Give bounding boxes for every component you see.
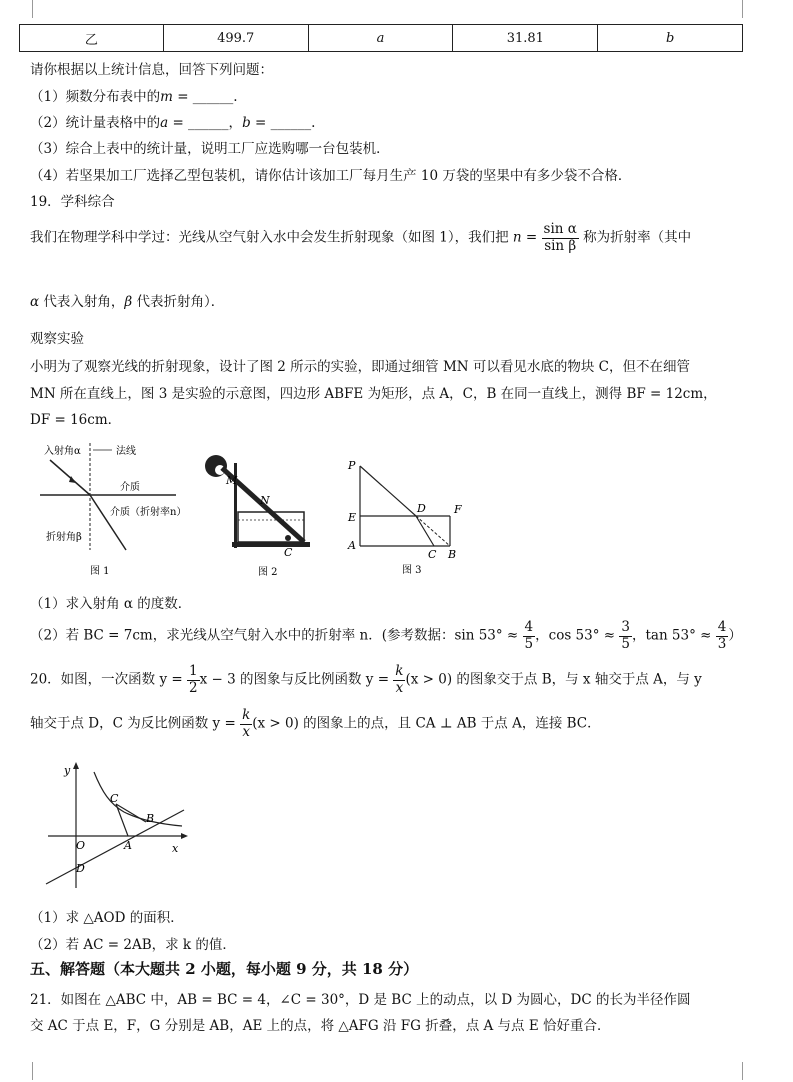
figure-3-caption: 图 3 <box>402 565 422 576</box>
corner-mark-top-right <box>742 0 761 18</box>
q19-line2-text: 代表入射角， <box>39 294 125 310</box>
k-over-x-fraction <box>240 708 252 740</box>
var-n: n <box>512 229 522 246</box>
q20-line2 <box>30 708 601 740</box>
line-pd <box>360 466 416 516</box>
q18-part2-blank-b: = ______. <box>250 115 316 131</box>
incident-ray <box>50 460 90 495</box>
table-row <box>20 25 743 52</box>
q19-line2-end: 代表折射角）． <box>132 294 225 310</box>
fraction-numerator: sin α <box>543 221 577 237</box>
var-beta: β <box>124 294 133 310</box>
q20-line1-text: 20．如图，一次函数 y = <box>30 671 187 688</box>
block-c <box>285 535 291 541</box>
label-c: C <box>428 548 437 561</box>
cos-denominator: 5 <box>621 635 630 652</box>
label-m: M <box>226 474 238 487</box>
figure-1-refraction <box>38 440 188 580</box>
q18-part4: （4）若坚果加工厂选择乙型包装机，请你估计该加工厂每月生产 10 万袋的坚果中有多少袋不合格． <box>30 168 632 184</box>
q19-line1-end: 称为折射率（其中 <box>578 229 692 246</box>
label-b: B <box>448 548 457 561</box>
label-e: E <box>348 511 357 524</box>
table-cell: 乙 <box>20 25 164 52</box>
sin-fraction <box>523 620 536 652</box>
x-denominator: x <box>395 679 404 696</box>
water-tank <box>238 512 304 542</box>
sin-numerator: 4 <box>524 619 534 635</box>
label-d: D <box>76 862 85 875</box>
var-b: b <box>242 115 251 131</box>
label-c: C <box>110 792 119 805</box>
table-cell: 499.7 <box>163 25 308 52</box>
label-x: x <box>172 842 179 855</box>
half-denominator: 2 <box>189 679 198 696</box>
label-c: C <box>284 546 293 559</box>
k-numerator: k <box>395 663 404 679</box>
x-axis-arrow <box>181 833 188 839</box>
q20-function-graph <box>44 760 194 890</box>
medium-label: 介质 <box>120 482 140 493</box>
close-paren: ） <box>728 627 742 644</box>
var-a: a <box>160 115 169 131</box>
tan-numerator: 4 <box>717 619 727 635</box>
q20-sub1: （1）求 △AOD 的面积． <box>30 910 184 926</box>
refraction-fraction <box>542 222 579 254</box>
label-a: A <box>348 539 356 552</box>
linear-function-line <box>46 810 184 884</box>
equals: = <box>521 229 542 246</box>
q19-line1 <box>30 222 691 254</box>
statistics-table <box>19 24 743 52</box>
refraction-angle-label: 折射角β <box>46 532 82 543</box>
var-m: m <box>160 89 173 105</box>
q20-line1-end: (x > 0) 的图象交于点 B，与 x 轴交于点 A，与 y <box>405 671 702 688</box>
label-p: P <box>348 459 356 472</box>
y-axis-arrow <box>73 762 79 769</box>
k-over-x-fraction <box>393 664 405 696</box>
line-db <box>416 516 450 546</box>
q21-line1: 21．如图在 △ABC 中，AB = BC = 4，∠C = 30°，D 是 BC 上的动点，以 D 为圆心，DC 的长为半径作圆 <box>30 992 691 1008</box>
q19-observation-heading: 观察实验 <box>30 331 84 347</box>
q18-part1-blank: = ______. <box>172 89 238 105</box>
segment-cb <box>116 804 146 822</box>
q19-heading: 19．学科综合 <box>30 194 115 210</box>
q18-part3: （3）综合上表中的统计量，说明工厂应选购哪一台包装机． <box>30 141 390 157</box>
table-cell: b <box>598 25 743 52</box>
tan-fraction <box>716 620 729 652</box>
normal-label: 法线 <box>116 446 136 457</box>
cos-fraction <box>619 620 632 652</box>
label-b: B <box>146 812 155 825</box>
figure-3-schematic <box>340 446 470 580</box>
tan-denominator: 3 <box>717 635 727 652</box>
label-o: O <box>76 839 86 852</box>
q18-intro: 请你根据以上统计信息，回答下列问题： <box>30 62 273 78</box>
q18-part2-blank-a: = ______， <box>168 115 243 131</box>
q19-paragraph-line1: 小明为了观察光线的折射现象，设计了图 2 所示的实验，即通过细管 MN 可以看见水底的物块 C，但不在细管 <box>30 359 691 375</box>
medium2-label: 介质（折射率n） <box>110 507 187 518</box>
section-5-heading: 五、解答题（本大题共 2 小题，每小题 9 分，共 18 分） <box>30 960 419 978</box>
label-a: A <box>124 839 132 852</box>
cos-numerator: 3 <box>621 619 630 635</box>
label-n: N <box>260 494 270 507</box>
observer-head-icon <box>205 455 227 477</box>
q21-line2: 交 AC 于点 E，F，G 分别是 AB，AE 上的点，将 △AFG 沿 FG 折叠，点 A 与点 E 恰好重合． <box>30 1018 611 1034</box>
q20-sub2: （2）若 AC = 2AB，求 k 的值． <box>30 937 236 953</box>
tan-text: ，tan 53° ≈ <box>631 627 716 644</box>
half-fraction <box>187 664 200 696</box>
fraction-denominator: sin β <box>544 237 577 254</box>
q18-part2-text: （2）统计量表格中的 <box>30 115 161 131</box>
q19-sub2-text: （2）若 BC = 7cm，求光线从空气射入水中的折射率 n．(参考数据：sin 53° ≈ <box>30 627 523 644</box>
q19-sub1: （1）求入射角 α 的度数． <box>30 596 192 612</box>
cos-text: ，cos 53° ≈ <box>535 627 620 644</box>
q20-line2-end: (x > 0) 的图象上的点，且 CA ⊥ AB 于点 A，连接 BC． <box>252 715 601 732</box>
figure-2-experiment <box>196 448 316 580</box>
q20-line2-text: 轴交于点 D，C 为反比例函数 y = <box>30 715 241 732</box>
corner-mark-bottom-left <box>14 1062 33 1080</box>
x-denominator: x <box>242 723 250 740</box>
line-dc <box>416 516 434 546</box>
q18-part1 <box>30 85 238 105</box>
q18-part1-text: （1）频数分布表中的 <box>30 89 161 105</box>
label-d: D <box>417 502 426 515</box>
q20-line1-middle: x − 3 的图象与反比例函数 y = <box>199 671 394 688</box>
q19-paragraph-line2: MN 所在直线上，图 3 是实验的示意图，四边形 ABFE 为矩形，点 A，C，B 在同一直线上，测得 BF = 12cm， <box>30 386 717 402</box>
figure-2-caption: 图 2 <box>258 567 278 578</box>
sin-denominator: 5 <box>524 635 534 652</box>
figure-1-caption: 图 1 <box>90 566 110 577</box>
refracted-ray <box>90 495 126 550</box>
corner-mark-top-left <box>14 0 33 18</box>
half-numerator: 1 <box>189 663 198 679</box>
q18-part2 <box>30 111 315 131</box>
segment-ca <box>116 804 128 836</box>
q19-sub2 <box>30 620 742 652</box>
q20-line1 <box>30 664 702 696</box>
label-f: F <box>454 503 462 516</box>
tank-base <box>232 542 310 547</box>
label-y: y <box>64 764 71 777</box>
corner-mark-bottom-right <box>742 1062 761 1080</box>
incident-angle-label: 入射角α <box>44 446 81 457</box>
q19-paragraph-line3: DF = 16cm． <box>30 412 122 428</box>
k-numerator: k <box>242 707 251 723</box>
table-cell: a <box>308 25 453 52</box>
var-alpha: α <box>30 294 40 310</box>
table-cell: 31.81 <box>453 25 598 52</box>
q19-line2 <box>30 290 224 310</box>
q19-line1-text: 我们在物理学科中学过：光线从空气射入水中会发生折射现象（如图 1），我们把 <box>30 229 513 246</box>
